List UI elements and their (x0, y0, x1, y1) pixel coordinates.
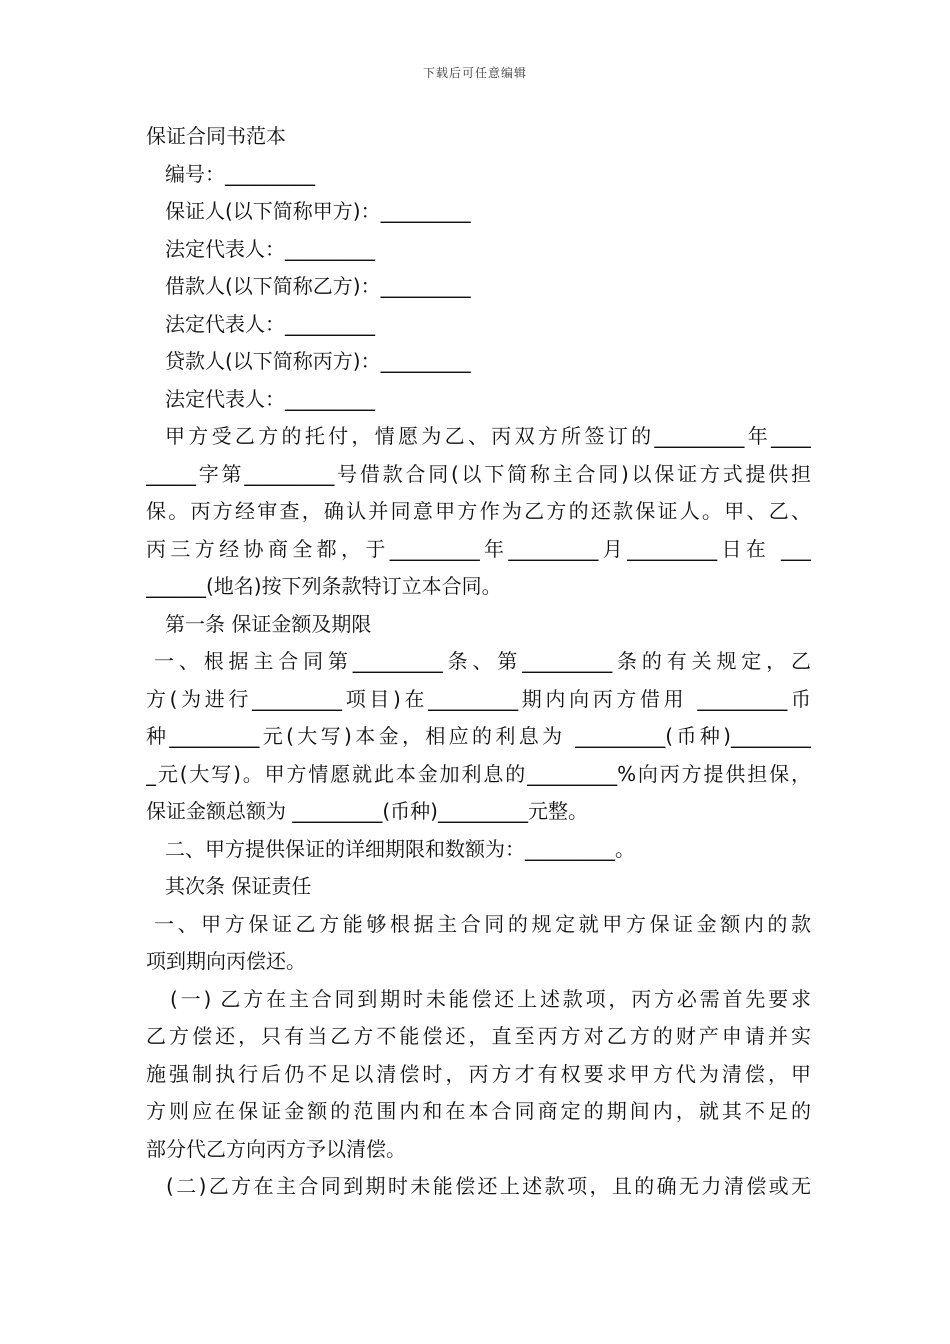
guarantor-field: 保证人(以下简称甲方)：_________ (165, 199, 471, 223)
paragraph-line: 方(为进行_________项目)在_________期内向丙方借用 _________币 (146, 686, 811, 711)
article-heading: 第一条 保证金额及期限 (165, 611, 372, 636)
paragraph-line: (二)乙方在主合同到期时未能偿还上述款项，且的确无力清偿或无 (166, 1174, 811, 1198)
paragraph-line: 一、甲方保证乙方能够根据主合同的规定就甲方保证金额内的款 (154, 911, 811, 936)
article-heading: 其次条 保证责任 (165, 874, 312, 898)
paragraph-line: 种_________元(大写)本金，相应的利息为 _________(币种)________ (146, 724, 811, 748)
contract-number-field: 编号：_________ (165, 161, 315, 186)
lender-field: 贷款人(以下简称丙方)：_________ (165, 349, 471, 373)
borrower-representative-field: 法定代表人：_________ (165, 311, 375, 336)
paragraph-line: 保证金额总额为 _________(币种)_________元整。 (146, 799, 588, 823)
paragraph-line: 丙三方经协商全都，于_________年_________月_________日在 ___ (146, 536, 811, 561)
paragraph-line: _元(大写)。甲方情愿就此本金加利息的_________%向丙方提供担保， (146, 761, 811, 786)
paragraph-line: _____字第_________号借款合同(以下简称主合同)以保证方式提供担 (146, 461, 811, 486)
paragraph-line: (一) 乙方在主合同到期时未能偿还上述款项，丙方必需首先要求 (170, 986, 811, 1011)
paragraph-line: 方则应在保证金额的范围内和在本合同商定的期间内，就其不足的 (146, 1099, 811, 1123)
document-title: 保证合同书范本 (146, 124, 286, 148)
borrower-field: 借款人(以下简称乙方)：_________ (165, 274, 471, 298)
paragraph-line: 二、甲方提供保证的详细期限和数额为：_________。 (165, 836, 635, 861)
lender-representative-field: 法定代表人：_________ (165, 386, 375, 411)
paragraph-line: 部分代乙方向丙方予以清偿。 (146, 1136, 406, 1161)
header-note: 下载后可任意编辑 (422, 66, 527, 80)
paragraph-line: 施强制执行后仍不足以清偿时，丙方才有权要求甲方代为清偿，甲 (146, 1061, 811, 1086)
paragraph-line: ______(地名)按下列条款特订立本合同。 (146, 574, 502, 598)
paragraph-line: 保。丙方经审查，确认并同意甲方作为乙方的还款保证人。甲、乙、 (146, 499, 811, 523)
paragraph-line: 甲方受乙方的托付，情愿为乙、丙双方所签订的_________年____ (165, 424, 811, 448)
paragraph-line: 乙方偿还，只有当乙方不能偿还，直至丙方对乙方的财产申请并实 (146, 1024, 811, 1048)
contract-body (146, 118, 811, 1206)
paragraph-line: 项到期向丙偿还。 (146, 949, 306, 973)
paragraph-line: 一、根据主合同第_________条、第_________条的有关规定，乙 (154, 649, 811, 673)
guarantor-representative-field: 法定代表人：_________ (165, 236, 375, 261)
